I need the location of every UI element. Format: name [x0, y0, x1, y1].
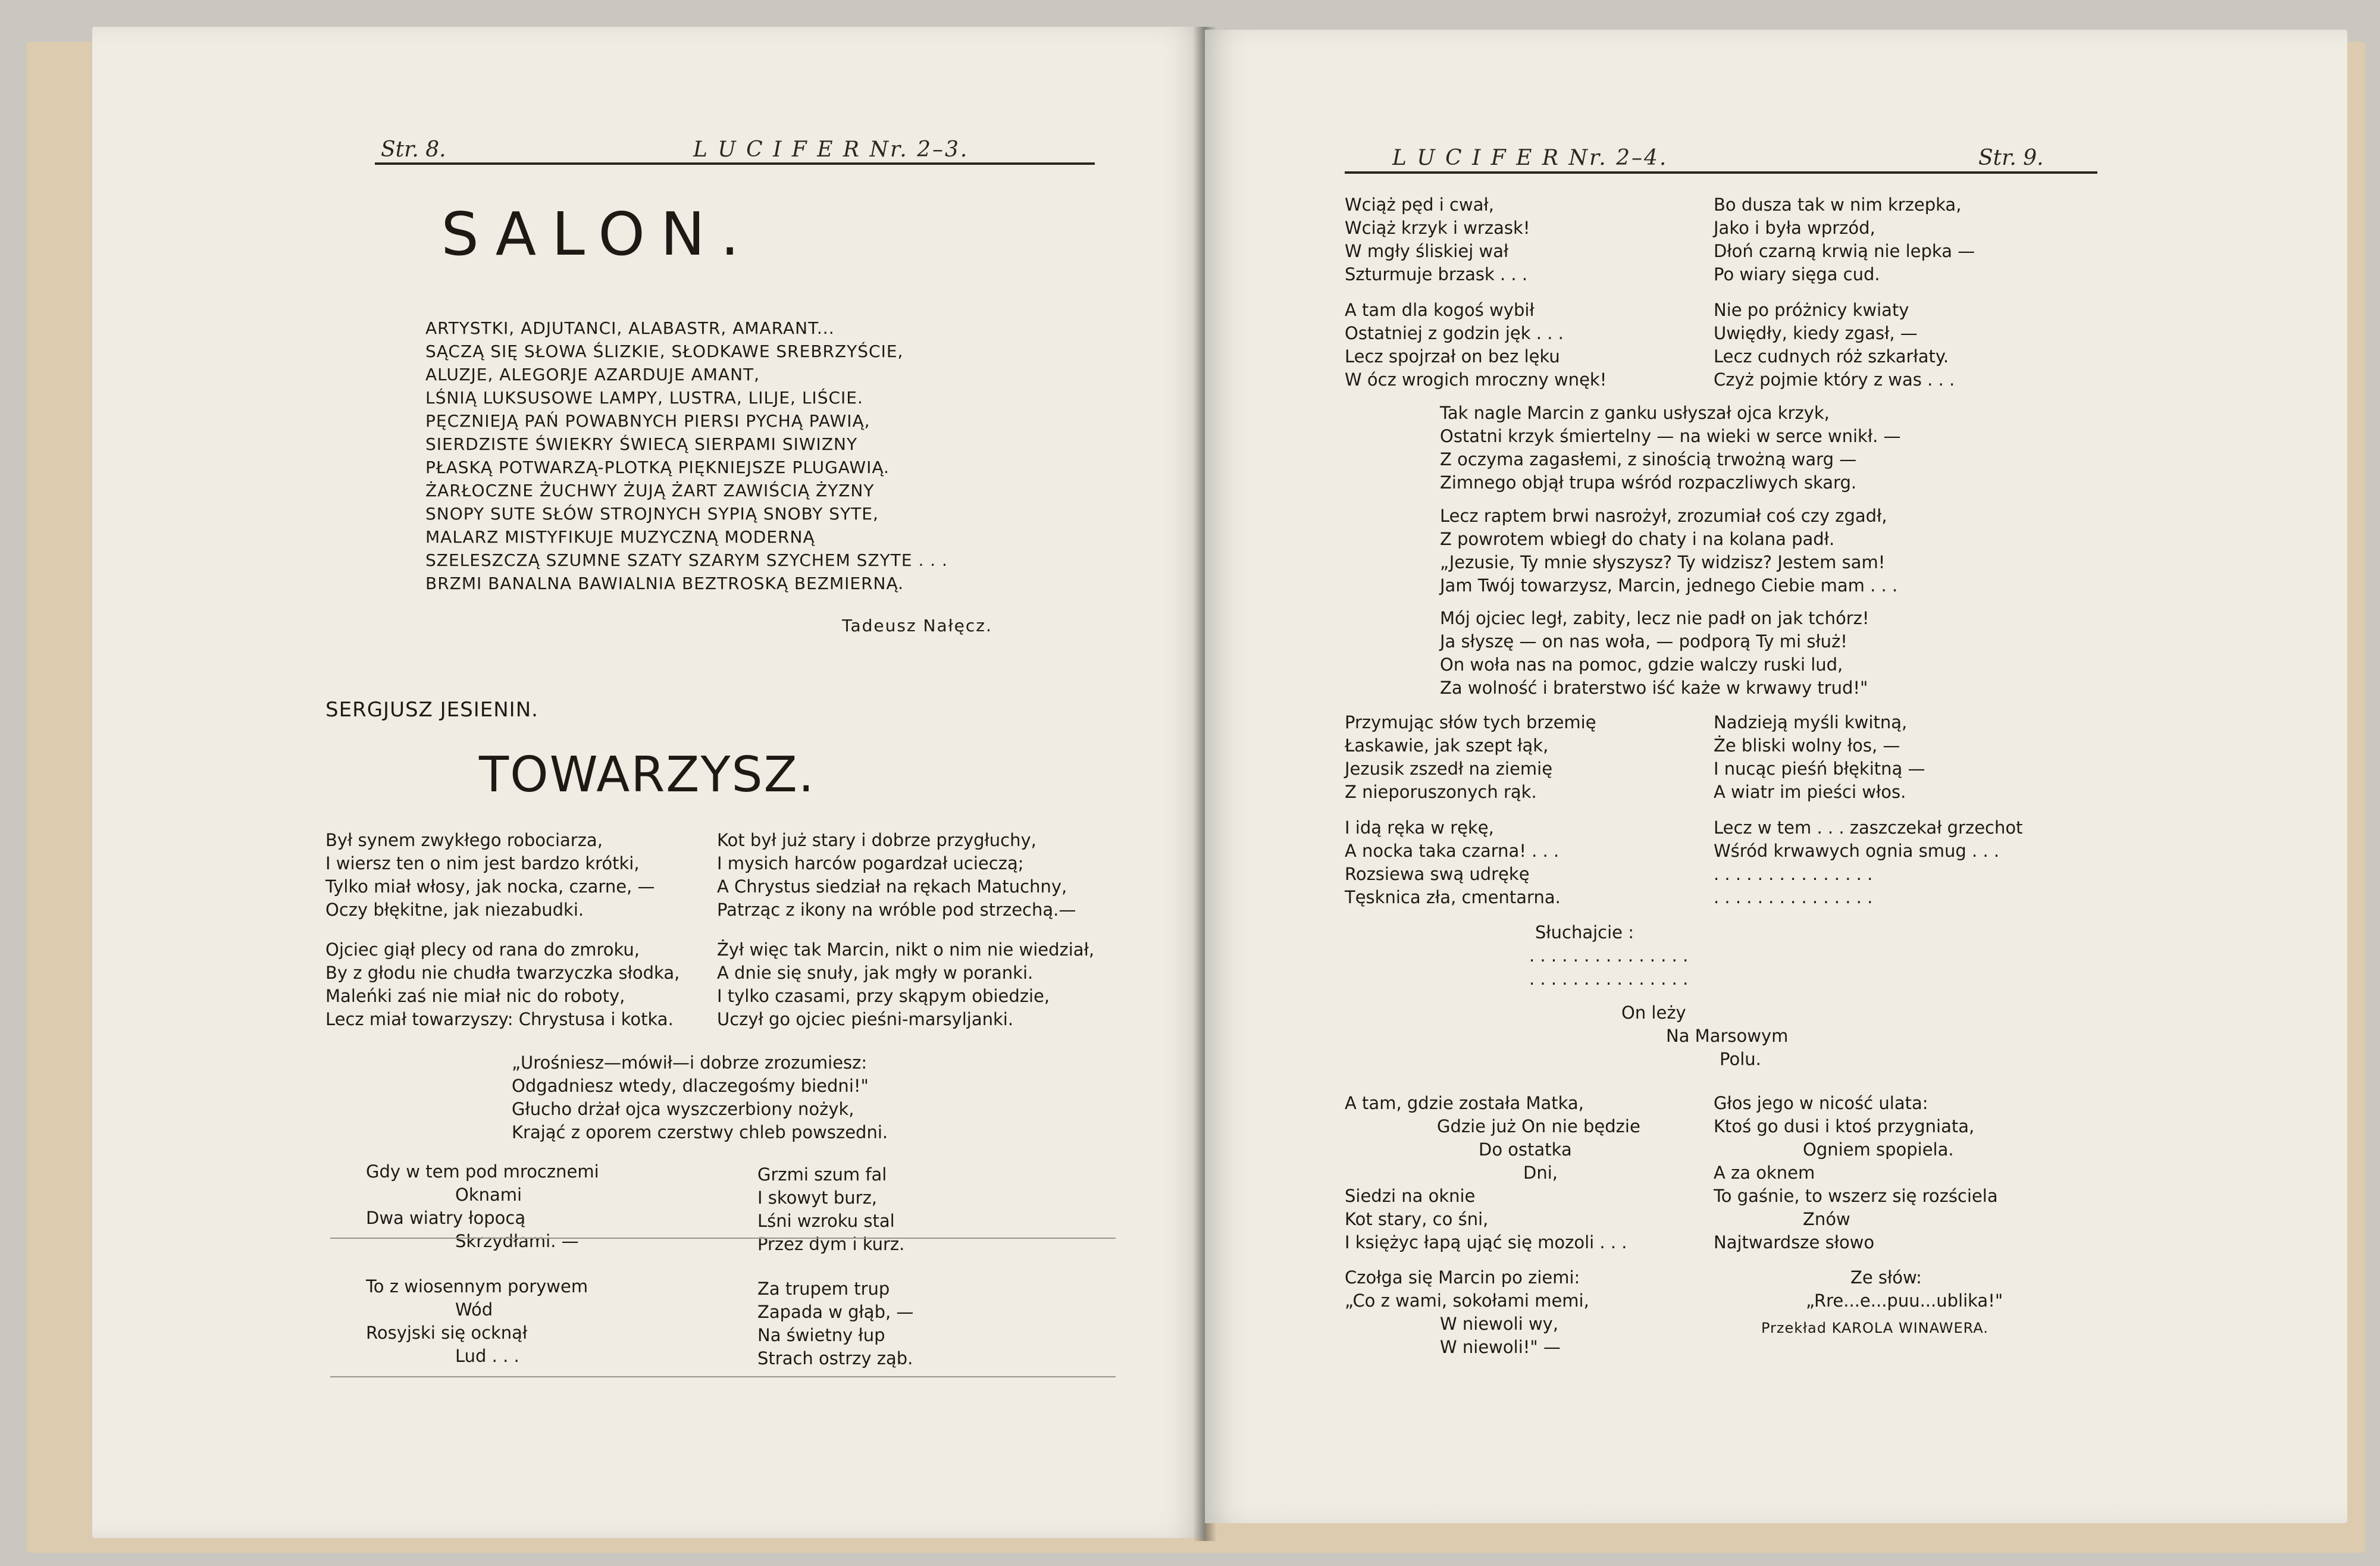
- verse-line: Lecz raptem brwi nasrożył, zrozumiał coś czy zgadł,: [1440, 506, 1887, 526]
- stanza-h: [1529, 921, 1688, 991]
- verse-line: Ostatniej z godzin jęk . . .: [1345, 323, 1564, 343]
- stanza-g-left: [1345, 816, 1561, 909]
- verse-line: Lecz spojrzał on bez lęku: [1345, 346, 1560, 367]
- poem-line: ALUZJE, ALEGORJE AZARDUJE AMANT,: [425, 365, 760, 384]
- poem-line: ARTYSTKI, ADJUTANCI, ALABASTR, AMARANT...: [425, 318, 835, 338]
- verse-line: „Co z wami, sokołami memi,: [1345, 1291, 1589, 1311]
- verse-line: Grzmi szum fal: [757, 1164, 887, 1185]
- verse-line: Przez dym i kurz.: [757, 1234, 905, 1254]
- verse-line: Lecz cudnych róż szkarłaty.: [1714, 346, 1949, 367]
- verse-line: Za trupem trup: [757, 1279, 890, 1299]
- verse-line: W ócz wrogich mroczny wnęk!: [1345, 369, 1607, 390]
- verse-line: A wiatr im pieści włos.: [1714, 782, 1906, 802]
- verse-line: Z powrotem wbiegł do chaty i na kolana padł.: [1440, 529, 1835, 549]
- verse-line: Kot stary, co śni,: [1345, 1209, 1489, 1229]
- verse-line: Ze słów:: [1850, 1267, 1922, 1288]
- verse-line: Zimnego objął trupa wśród rozpaczliwych skarg.: [1440, 472, 1857, 493]
- dotted-line: . . . . . . . . . . . . . . .: [1529, 945, 1689, 966]
- verse-line: Po wiary sięga cud.: [1714, 264, 1880, 284]
- verse-line: Ogniem spopiela.: [1803, 1139, 1954, 1160]
- verse-line: Słuchajcie :: [1535, 922, 1634, 942]
- center-stanza: [512, 1051, 888, 1144]
- poem-line: ŻARŁOCZNE ŻUCHWY ŻUJĄ ŻART ZAWIŚCIĄ ŻYZNY: [425, 481, 875, 500]
- verse-line: To z wiosennym porywem: [366, 1276, 588, 1296]
- verse-line: Tęsknica zła, cmentarna.: [1345, 887, 1561, 907]
- verse-line: Lecz w tem . . . zaszczekał grzechot: [1714, 818, 2023, 838]
- poem-title: TOWARZYSZ.: [479, 747, 815, 803]
- salon-author: Tadeusz Nałęcz.: [842, 616, 992, 635]
- right-running-title: L U C I F E R Nr. 2–4.: [1392, 146, 1668, 170]
- verse-line: . . . . . . . . . . . . . . .: [1714, 864, 1873, 884]
- left-running-title: L U C I F E R Nr. 2–3.: [693, 137, 969, 162]
- verse-line: A tam, gdzie została Matka,: [1345, 1093, 1584, 1113]
- verse-line: Czołga się Marcin po ziemi:: [1345, 1267, 1580, 1288]
- stanza-f-left: [1345, 711, 1596, 804]
- left-column-stanza-3: [366, 1160, 599, 1253]
- verse-line: „Urośniesz—mówił—i dobrze zrozumiesz:: [512, 1053, 868, 1073]
- poem-line: LŚNIĄ LUKSUSOWE LAMPY, LUSTRA, LILJE, LIŚCIE.: [425, 388, 863, 408]
- verse-line: Ja słyszę — on nas woła, — podporą Ty mi służ!: [1440, 631, 1847, 652]
- verse-line: Ktoś go dusi i ktoś przygniata,: [1714, 1116, 1975, 1136]
- verse-line: A za oknem: [1714, 1163, 1815, 1183]
- right-column-stanzas-1-2: [717, 829, 1094, 1031]
- verse-line: Nie po próżnicy kwiaty: [1714, 300, 1909, 320]
- bleed-through-rule: [330, 1376, 1116, 1377]
- verse-line: A dnie się snuły, jak mgły w poranki.: [717, 963, 1034, 983]
- verse-line: Był synem zwykłego robociarza,: [325, 830, 603, 850]
- verse-line: Patrząc z ikony na wróble pod strzechą.—: [717, 900, 1076, 920]
- stanza-j-left: [1345, 1092, 1640, 1254]
- verse-line: Lśni wzroku stal: [757, 1211, 895, 1231]
- verse-line: Rosyjski się ocknął: [366, 1323, 528, 1343]
- verse-line: Wciąż krzyk i wrzask!: [1345, 218, 1530, 238]
- verse-line: Na świetny łup: [757, 1325, 885, 1345]
- stanza-b-left: [1345, 299, 1606, 391]
- verse-line: Jam Twój towarzysz, Marcin, jednego Ciebie mam . . .: [1440, 575, 1898, 596]
- verse-line: „Jezusie, Ty mnie słyszysz? Ty widzisz? Jestem sam!: [1440, 552, 1886, 572]
- right-page-number: Str. 9.: [1978, 146, 2044, 170]
- right-column-stanza-4: [757, 1277, 913, 1370]
- verse-line: Wciąż pęd i cwał,: [1345, 195, 1494, 215]
- verse-line: Że bliski wolny łos, —: [1714, 735, 1900, 756]
- verse-line: Lud . . .: [455, 1346, 519, 1366]
- stanza-a-left: [1345, 193, 1530, 286]
- verse-line: Polu.: [1720, 1049, 1761, 1069]
- poem-line: PĘCZNIEJĄ PAŃ POWABNYCH PIERSI PYCHĄ PAWIĄ,: [425, 411, 870, 431]
- poem-line: SIERDZISTE ŚWIEKRY ŚWIECĄ SIERPAMI SIWIZNY: [425, 434, 858, 454]
- verse-line: Skrzydłami. —: [455, 1231, 579, 1251]
- verse-line: W niewoli!" —: [1440, 1337, 1561, 1357]
- verse-line: Wśród krwawych ognia smug . . .: [1714, 841, 2000, 861]
- verse-line: I księżyc łapą ująć się mozoli . . .: [1345, 1232, 1627, 1252]
- stanza-f-right: [1714, 711, 1925, 804]
- verse-line: Wód: [455, 1299, 493, 1320]
- stanza-k-right: [1806, 1266, 2003, 1313]
- verse-line: Łaskawie, jak szept łąk,: [1345, 735, 1549, 756]
- verse-line: A nocka taka czarna! . . .: [1345, 841, 1559, 861]
- poem-line: BRZMI BANALNA BAWIALNIA BEZTROSKĄ BEZMIERNĄ.: [425, 574, 904, 593]
- verse-line: Jezusik zszedł na ziemię: [1345, 759, 1553, 779]
- stanza-e: [1440, 607, 1869, 700]
- verse-line: „Rre...e...puu...ublika!": [1806, 1291, 2003, 1311]
- left-column-stanza-4: [366, 1275, 588, 1368]
- verse-line: Na Marsowym: [1666, 1026, 1789, 1046]
- stanza-i: [1621, 1001, 1788, 1071]
- poem-line: PŁASKĄ POTWARZĄ-PLOTKĄ PIĘKNIEJSZE PLUGAWIĄ.: [425, 458, 890, 477]
- stanza-k-left: [1345, 1266, 1589, 1359]
- verse-line: Przymując słów tych brzemię: [1345, 712, 1596, 732]
- verse-line: Dłoń czarną krwią nie lepka —: [1714, 241, 1975, 261]
- verse-line: Tak nagle Marcin z ganku usłyszał ojca krzyk,: [1440, 403, 1830, 423]
- verse-line: Głos jego w nicość ulata:: [1714, 1093, 1928, 1113]
- verse-line: Dwa wiatry łopocą: [366, 1208, 526, 1228]
- verse-line: Rozsiewa swą udrękę: [1345, 864, 1530, 884]
- verse-line: Czyż pojmie który z was . . .: [1714, 369, 1955, 390]
- poem-line: SĄCZĄ SIĘ SŁOWA ŚLIZKIE, SŁODKAWE SREBRZYŚCIE,: [425, 342, 904, 361]
- verse-line: I tylko czasami, przy skąpym obiedzie,: [717, 986, 1050, 1006]
- verse-line: I mysich harców pogardzał ucieczą;: [717, 853, 1024, 873]
- verse-line: A tam dla kogoś wybił: [1345, 300, 1535, 320]
- stanza-a-right: [1714, 193, 1975, 286]
- verse-line: I nucąc pieśń błękitną —: [1714, 759, 1925, 779]
- verse-line: Oczy błękitne, jak niezabudki.: [325, 900, 584, 920]
- salon-title: SALON.: [441, 199, 755, 269]
- poem-line: MALARZ MISTYFIKUJE MUZYCZNĄ MODERNĄ: [425, 527, 815, 547]
- verse-line: Do ostatka: [1479, 1139, 1572, 1160]
- verse-line: Bo dusza tak w nim krzepka,: [1714, 195, 1962, 215]
- verse-line: Lecz miał towarzyszy: Chrystusa i kotka.: [325, 1009, 674, 1029]
- verse-line: Zapada w głąb, —: [757, 1302, 914, 1322]
- verse-line: I skowyt burz,: [757, 1188, 878, 1208]
- verse-line: Uwiędły, kiedy zgasł, —: [1714, 323, 1918, 343]
- right-page: [1205, 30, 2347, 1523]
- verse-line: I idą ręka w rękę,: [1345, 818, 1494, 838]
- verse-line: Z oczyma zagasłemi, z sinością trwożną warg —: [1440, 449, 1857, 469]
- verse-line: Krająć z oporem czerstwy chleb powszedni.: [512, 1122, 888, 1142]
- verse-line: Siedzi na oknie: [1345, 1186, 1476, 1206]
- verse-line: Gdzie już On nie będzie: [1437, 1116, 1640, 1136]
- bleed-through-rule: [330, 1238, 1116, 1239]
- verse-line: Najtwardsze słowo: [1714, 1232, 1875, 1252]
- verse-line: To gaśnie, to wszerz się rozściela: [1714, 1186, 1998, 1206]
- verse-line: Ostatni krzyk śmiertelny — na wieki w serce wnikł. —: [1440, 426, 1901, 446]
- left-page-number: Str. 8.: [381, 137, 446, 162]
- stanza-g-right: [1714, 816, 2022, 909]
- verse-line: I wiersz ten o nim jest bardzo krótki,: [325, 853, 640, 873]
- verse-line: Oknami: [455, 1185, 522, 1205]
- translator-credit: Przekład KAROLA WINAWERA.: [1761, 1320, 1988, 1336]
- header-rule: [375, 162, 1095, 165]
- verse-line: Mój ojciec legł, zabity, lecz nie padł on jak tchórz!: [1440, 608, 1869, 628]
- verse-line: Kot był już stary i dobrze przygłuchy,: [717, 830, 1036, 850]
- poem-author: SERGJUSZ JESIENIN.: [325, 698, 538, 722]
- verse-line: Żył więc tak Marcin, nikt o nim nie wiedział,: [717, 939, 1095, 960]
- poem-line: SNOPY SUTE SŁÓW STROJNYCH SYPIĄ SNOBY SYTE,: [425, 504, 879, 524]
- verse-line: Strach ostrzy ząb.: [757, 1348, 913, 1368]
- verse-line: Tylko miał włosy, jak nocka, czarne, —: [325, 876, 655, 897]
- right-column-stanza-3: [757, 1163, 904, 1256]
- stanza-c: [1440, 402, 1901, 494]
- verse-line: Gdy w tem pod mrocznemi: [366, 1161, 599, 1182]
- verse-line: Nadzieją myśli kwitną,: [1714, 712, 1908, 732]
- left-column-stanzas-1-2: [325, 829, 679, 1031]
- verse-line: Głucho drżał ojca wyszczerbiony nożyk,: [512, 1099, 854, 1119]
- verse-line: Ojciec giął plecy od rana do zmroku,: [325, 939, 640, 960]
- verse-line: W mgły śliskiej wał: [1345, 241, 1509, 261]
- verse-line: Szturmuje brzask . . .: [1345, 264, 1528, 284]
- verse-line: Maleńki zaś nie miał nic do roboty,: [325, 986, 625, 1006]
- dotted-line: . . . . . . . . . . . . . . .: [1529, 969, 1689, 989]
- header-rule: [1345, 171, 2097, 174]
- verse-line: . . . . . . . . . . . . . . .: [1714, 887, 1873, 907]
- salon-poem: [425, 317, 948, 595]
- verse-line: Znów: [1803, 1209, 1850, 1229]
- verse-line: On woła nas na pomoc, gdzie walczy ruski lud,: [1440, 654, 1843, 675]
- verse-line: Odgadniesz wtedy, dlaczegośmy biedni!": [512, 1076, 869, 1096]
- verse-line: Za wolność i braterstwo iść każe w krwawy trud!": [1440, 678, 1868, 698]
- stanza-b-right: [1714, 299, 1955, 391]
- verse-line: Jako i była wprzód,: [1714, 218, 1875, 238]
- verse-line: On leży: [1621, 1003, 1686, 1023]
- left-page: [92, 27, 1205, 1538]
- verse-line: W niewoli wy,: [1440, 1314, 1559, 1334]
- stanza-d: [1440, 505, 1897, 597]
- verse-line: Dni,: [1523, 1163, 1558, 1183]
- stanza-j-right: [1714, 1092, 1998, 1254]
- verse-line: Z nieporuszonych rąk.: [1345, 782, 1537, 802]
- verse-line: A Chrystus siedział na rękach Matuchny,: [717, 876, 1067, 897]
- verse-line: By z głodu nie chudła twarzyczka słodka,: [325, 963, 680, 983]
- verse-line: Uczył go ojciec pieśni-marsyljanki.: [717, 1009, 1014, 1029]
- poem-line: SZELESZCZĄ SZUMNE SZATY SZARYM SZYCHEM SZYTE . . .: [425, 550, 948, 570]
